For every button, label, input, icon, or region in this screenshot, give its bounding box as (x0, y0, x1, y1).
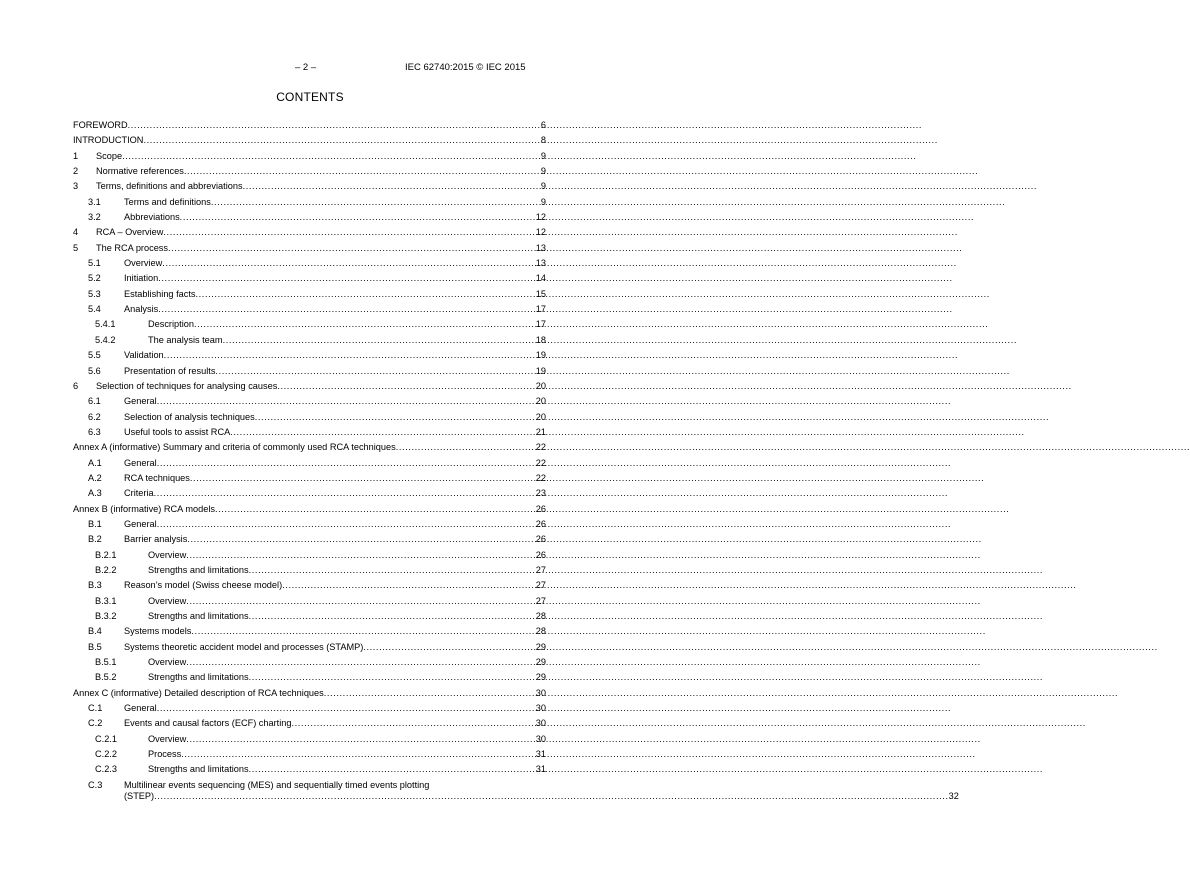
dot-leader (154, 486, 536, 501)
toc-entry-title: Description (148, 319, 194, 330)
toc-entry-number: 5.5 (88, 350, 101, 361)
toc-entry[interactable] (73, 271, 546, 286)
dot-leader (282, 578, 536, 593)
toc-entry[interactable] (73, 210, 546, 225)
dot-leader (211, 195, 536, 210)
toc-entry[interactable] (73, 609, 546, 624)
toc-entry[interactable] (73, 364, 546, 379)
toc-entry[interactable] (73, 502, 546, 517)
toc-entry-number: 5.4.2 (95, 334, 116, 345)
toc-entry-title: Overview (148, 657, 187, 668)
dot-leader (157, 394, 536, 409)
dot-leader (162, 256, 535, 271)
toc-entry[interactable] (73, 670, 546, 685)
dot-leader (158, 302, 536, 317)
toc-entry[interactable] (73, 287, 546, 302)
toc-entry-page: 26 (535, 534, 546, 545)
toc-entry-number: 5.6 (88, 365, 101, 376)
toc-entry-page: 27 (535, 580, 546, 591)
toc-entry-title: Multilinear events sequencing (MES) and sequentially timed events plotting (124, 779, 430, 790)
toc-entry-title: Overview (148, 733, 187, 744)
toc-entry-page: 20 (535, 411, 546, 422)
toc-entry-title: Barrier analysis (124, 534, 188, 545)
toc-entry-number: 6.2 (88, 411, 101, 422)
toc-entry-page: 12 (535, 212, 546, 223)
toc-entry-number: 5 (73, 242, 79, 253)
dot-leader (163, 225, 535, 240)
toc-entry[interactable] (73, 118, 546, 133)
toc-entry-number: C.2.2 (95, 749, 117, 760)
toc-entry-page: 14 (535, 273, 546, 284)
toc-entry-title: Useful tools to assist RCA (124, 426, 231, 437)
toc-entry-page: 32 (948, 790, 959, 801)
toc-entry-title: RCA – Overview (96, 227, 164, 238)
toc-entry-page: 22 (535, 442, 546, 453)
toc-entry-page: 20 (535, 380, 546, 391)
toc-entry-page: 23 (535, 488, 546, 499)
toc-entry-number: 3.1 (88, 196, 101, 207)
toc-entry-title: Overview (124, 258, 163, 269)
toc-entry-title: Annex B (informative) RCA models (73, 503, 215, 514)
toc-entry[interactable] (73, 456, 546, 471)
dot-leader (191, 624, 535, 639)
toc-entry-number: 6.1 (88, 396, 101, 407)
toc-entry-number: B.5 (88, 641, 102, 652)
toc-entry-number: C.1 (88, 703, 103, 714)
toc-entry-number: B.3 (88, 580, 102, 591)
toc-entry[interactable] (73, 686, 546, 701)
toc-entry-page: 19 (535, 365, 546, 376)
toc-entry-page: 30 (535, 733, 546, 744)
toc-entry[interactable] (73, 410, 546, 425)
toc-entry-number: 3 (73, 181, 79, 192)
toc-entry[interactable] (73, 195, 546, 210)
toc-entry-number: B.2.1 (95, 549, 117, 560)
toc-entry-page: 17 (535, 304, 546, 315)
toc-entry-title: Establishing facts (124, 288, 196, 299)
toc-entry-title: Strengths and limitations (148, 764, 249, 775)
toc-entry-page: 31 (535, 764, 546, 775)
toc-entry-number: C.2.3 (95, 764, 117, 775)
dot-leader (363, 640, 535, 655)
toc-entry-title: Annex A (informative) Summary and criteria of commonly used RCA techniques (73, 442, 396, 453)
page-number: – 2 – (295, 62, 317, 73)
toc-entry-title: Presentation of results (124, 365, 216, 376)
toc-entry-number: 2 (73, 166, 79, 177)
dot-leader (324, 686, 536, 701)
toc-entry-number: 5.1 (88, 258, 101, 269)
toc-entry-page: 29 (535, 657, 546, 668)
toc-entry-number: 4 (73, 227, 79, 238)
toc-entry-title: Overview (148, 595, 187, 606)
toc-entry-title: Strengths and limitations (148, 611, 249, 621)
toc-entry-number: 6 (73, 380, 79, 391)
dot-leader (194, 317, 536, 332)
toc-entry-number: B.5.1 (95, 657, 117, 668)
toc-entry-title: Selection of techniques for analysing causes (96, 380, 278, 391)
dot-leader (396, 440, 536, 455)
toc-entry-title: Initiation (124, 273, 159, 284)
dot-leader (157, 456, 536, 471)
toc-entry-page: 19 (535, 350, 546, 361)
toc-entry-page: 18 (535, 334, 546, 345)
toc-entry-title: Strengths and limitations (148, 672, 249, 683)
toc-entry-page: 30 (535, 703, 546, 714)
dot-leader (180, 210, 536, 225)
toc-entry-title: Reason’s model (Swiss cheese model) (124, 580, 283, 591)
toc-entry[interactable] (73, 486, 546, 501)
toc-entry[interactable] (73, 179, 546, 194)
toc-entry-number: B.2 (88, 534, 102, 545)
page-header (0, 62, 620, 76)
dot-leader (143, 133, 536, 148)
dot-leader (157, 701, 536, 716)
dot-leader (215, 364, 535, 379)
toc-entry-title: Criteria (124, 488, 154, 499)
toc-entry[interactable] (73, 732, 546, 747)
dot-leader (215, 502, 536, 517)
toc-entry[interactable] (73, 302, 546, 317)
toc-entry-title: Strengths and limitations (148, 564, 249, 575)
toc-entry-title: Scope (96, 150, 123, 161)
toc-entry[interactable] (73, 563, 546, 578)
toc-entry-title: Selection of analysis techniques (124, 411, 255, 422)
toc-entry-number: B.2.2 (95, 564, 117, 575)
toc-entry-page: 9 (540, 150, 546, 161)
toc-entry[interactable] (73, 348, 546, 363)
toc-entry-page: 26 (535, 549, 546, 560)
toc-entry-page: 20 (535, 396, 546, 407)
toc-entry[interactable] (73, 701, 546, 716)
toc-entry-title: General (124, 457, 157, 468)
toc-entry-page: 22 (535, 472, 546, 483)
toc-entry-number: A.2 (88, 472, 102, 483)
toc-entry-page: 17 (535, 319, 546, 330)
toc-entry[interactable] (73, 532, 546, 547)
toc-entry-number: 3.2 (88, 212, 101, 223)
toc-entry-title: Terms and definitions (124, 196, 211, 207)
toc-entry[interactable] (73, 548, 546, 563)
toc-entry-title: FOREWORD (73, 120, 128, 130)
toc-entry[interactable] (73, 317, 546, 332)
toc-entry-number: 6.3 (88, 426, 101, 437)
toc-entry-number: C.2 (88, 718, 103, 729)
dot-leader (186, 732, 535, 747)
toc-entry-page: 28 (535, 611, 546, 621)
toc-entry-title: RCA techniques (124, 472, 190, 483)
toc-entry-page: 9 (540, 166, 546, 177)
toc-entry[interactable] (73, 149, 546, 164)
dot-leader (186, 548, 535, 563)
dot-leader (122, 149, 536, 164)
dot-leader (184, 164, 536, 179)
dot-leader (196, 287, 536, 302)
dot-leader (164, 348, 536, 363)
toc-entry[interactable] (73, 716, 546, 731)
toc-entry-page: 9 (540, 181, 546, 192)
toc-entry[interactable] (73, 164, 546, 179)
dot-leader (249, 609, 536, 624)
standard-reference: IEC 62740:2015 © IEC 2015 (405, 62, 526, 73)
dot-leader (277, 379, 535, 394)
toc-entry-page: 26 (535, 503, 546, 514)
toc-entry-title: General (124, 518, 157, 529)
dot-leader (168, 241, 536, 256)
toc-entry-page: 26 (535, 518, 546, 529)
toc-entry-number: B.4 (88, 626, 102, 637)
toc-entry-number: 5.4 (88, 304, 101, 315)
toc-entry-number: B.5.2 (95, 672, 117, 683)
toc-entry[interactable] (73, 379, 546, 394)
toc-entry[interactable] (73, 578, 546, 593)
dot-leader (255, 410, 536, 425)
toc-entry-page: 21 (535, 426, 546, 437)
dot-leader (243, 179, 536, 194)
dot-leader (157, 517, 536, 532)
toc-entry-title: Systems theoretic accident model and processes (STAMP) (124, 641, 364, 652)
toc-entry-title: The RCA process (96, 242, 168, 253)
toc-entry-title: Events and causal factors (ECF) charting (124, 718, 292, 729)
toc-entry-page: 27 (535, 564, 546, 575)
toc-entry-number: 5.3 (88, 288, 101, 299)
dot-leader (181, 747, 536, 762)
toc-entry[interactable] (73, 762, 546, 777)
toc-entry-number: A.3 (88, 488, 102, 499)
dot-leader (187, 532, 535, 547)
dot-leader (190, 471, 536, 486)
dot-leader (230, 425, 536, 440)
dot-leader (158, 271, 536, 286)
toc-entry-title: Systems models (124, 626, 192, 637)
toc-entry-number: 1 (73, 150, 79, 161)
toc-entry-page: 30 (535, 718, 546, 729)
toc-entry-page: 30 (535, 687, 546, 698)
toc-entry[interactable] (73, 425, 546, 440)
toc-entry-number: B.3.2 (95, 611, 117, 621)
toc-entry[interactable] (73, 747, 546, 762)
dot-leader (249, 563, 536, 578)
toc-entry[interactable] (73, 440, 546, 455)
toc-entry-page: 8 (540, 135, 546, 146)
toc-entry-number: A.1 (88, 457, 102, 468)
toc-entry-number: 5.4.1 (95, 319, 116, 330)
toc-entry[interactable] (73, 133, 546, 148)
dot-leader (128, 118, 536, 133)
toc-entry-page: 12 (535, 227, 546, 238)
toc-entry-page: 15 (535, 288, 546, 299)
toc-entry-number: 5.2 (88, 273, 101, 284)
toc-entry-page: 28 (535, 626, 546, 637)
toc-entry-title: INTRODUCTION (73, 135, 144, 146)
toc-entry-page: 13 (535, 242, 546, 253)
toc-entry-title: Process (148, 749, 182, 760)
toc-entry-number: B.1 (88, 518, 102, 529)
toc-entry[interactable] (73, 624, 546, 639)
toc-entry[interactable] (73, 394, 546, 409)
page-title: CONTENTS (276, 90, 344, 104)
toc-entry[interactable] (73, 225, 546, 240)
dot-leader (223, 333, 536, 348)
toc-entry-number: C.3 (88, 779, 103, 790)
dot-leader (154, 791, 948, 802)
toc-entry-title: Annex C (informative) Detailed description of RCA techniques (73, 687, 324, 698)
toc-entry[interactable] (73, 655, 546, 670)
toc-entry-page: 31 (535, 749, 546, 760)
toc-entry-title-continued: (STEP) (124, 790, 155, 801)
toc-entry-page: 6 (540, 120, 546, 130)
toc-entry-page: 22 (535, 457, 546, 468)
toc-entry[interactable] (73, 256, 546, 271)
dot-leader (292, 716, 536, 731)
toc-entry-title: Terms, definitions and abbreviations (96, 181, 243, 192)
toc-entry-page: 9 (540, 196, 546, 207)
toc-entry-title: Normative references (96, 166, 184, 177)
toc-entry[interactable] (73, 241, 546, 256)
toc-entry[interactable] (73, 640, 546, 655)
toc-entry-page: 29 (535, 672, 546, 683)
toc-entry-title: Analysis (124, 304, 159, 315)
toc-entry-title: Validation (124, 350, 164, 361)
toc-entry-number: B.3.1 (95, 595, 117, 606)
toc-entry-title: General (124, 703, 157, 714)
toc-entry-title: The analysis team (148, 334, 223, 345)
toc-entry-title: Overview (148, 549, 187, 560)
toc-entry[interactable] (73, 594, 546, 609)
toc-entry[interactable] (73, 517, 546, 532)
dot-leader (186, 655, 535, 670)
toc-entry[interactable] (73, 333, 546, 348)
toc-entry-number: C.2.1 (95, 733, 117, 744)
toc-entry-page: 13 (535, 258, 546, 269)
dot-leader (186, 594, 535, 609)
toc-entry[interactable] (73, 471, 546, 486)
dot-leader (249, 762, 536, 777)
toc-entry-title: Abbreviations (124, 212, 180, 223)
toc-entry-page: 27 (535, 595, 546, 606)
dot-leader (249, 670, 536, 685)
toc-entry[interactable] (73, 778, 959, 804)
toc-entry-title: General (124, 396, 157, 407)
toc-entry-page: 29 (535, 641, 546, 652)
table-of-contents (73, 118, 959, 804)
